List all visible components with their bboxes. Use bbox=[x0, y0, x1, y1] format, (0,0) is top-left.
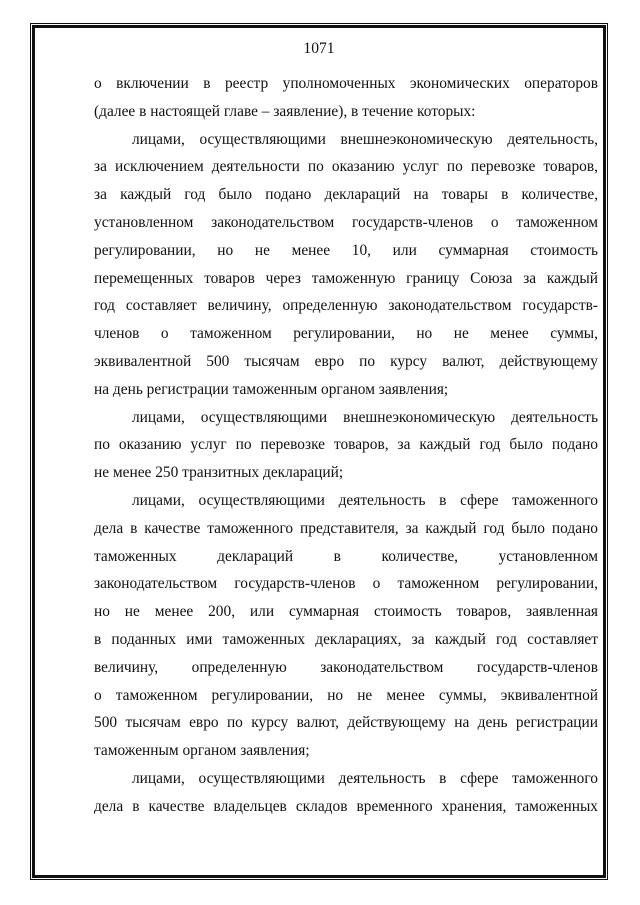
text-line: перемещенных товаров через таможенную границу Союза за каждый bbox=[94, 269, 598, 287]
text-line: о таможенном регулировании, но не менее суммы, эквивалентной bbox=[94, 686, 598, 704]
text-line: 500 тысячам евро по курсу валют, действующему на день регистрации bbox=[94, 714, 598, 732]
text-line: таможенных деклараций в количестве, установленном bbox=[94, 547, 598, 565]
text-line: не менее 250 транзитных деклараций; bbox=[94, 464, 344, 482]
text-line: (далее в настоящей главе – заявление), в течение которых: bbox=[94, 102, 476, 120]
text-line: таможенным органом заявления; bbox=[94, 742, 310, 760]
page-frame bbox=[32, 25, 606, 878]
document-body bbox=[94, 70, 598, 821]
text-line: в поданных ими таможенных декларациях, за каждый год составляет bbox=[94, 630, 598, 648]
text-line: лицами, осуществляющими деятельность в сфере таможенного bbox=[132, 769, 598, 787]
text-line: эквивалентной 500 тысячам евро по курсу валют, действующему bbox=[94, 352, 598, 370]
text-line: лицами, осуществляющими деятельность в сфере таможенного bbox=[132, 491, 598, 509]
text-line: регулировании, но не менее 10, или суммарная стоимость bbox=[94, 241, 598, 259]
page-number: 1071 bbox=[303, 40, 335, 57]
text-line: за исключением деятельности по оказанию услуг по перевозке товаров, bbox=[94, 158, 598, 176]
text-line: год составляет величину, определенную законодательством государств- bbox=[94, 297, 598, 315]
text-line: о включении в реестр уполномоченных экономических операторов bbox=[94, 75, 598, 92]
text-line: за каждый год было подано деклараций на товары в количестве, bbox=[94, 186, 598, 204]
text-line: установленном законодательством государств-членов о таможенном bbox=[94, 213, 598, 231]
text-line: лицами, осуществляющими внешнеэкономическую деятельность bbox=[132, 408, 598, 426]
text-line: лицами, осуществляющими внешнеэкономическую деятельность, bbox=[132, 130, 598, 148]
text-line: величину, определенную законодательством государств-членов bbox=[94, 658, 598, 676]
text-line: но не менее 200, или суммарная стоимость товаров, заявленная bbox=[94, 603, 598, 621]
text-line: на день регистрации таможенным органом заявления; bbox=[94, 380, 449, 398]
text-line: дела в качестве владельцев складов временного хранения, таможенных bbox=[94, 797, 598, 815]
text-line: по оказанию услуг по перевозке товаров, за каждый год было подано bbox=[94, 436, 598, 454]
text-line: дела в качестве таможенного представителя, за каждый год было подано bbox=[94, 519, 598, 537]
text-line: законодательством государств-членов о таможенном регулировании, bbox=[94, 575, 598, 593]
text-line: членов о таможенном регулировании, но не менее суммы, bbox=[94, 325, 598, 343]
